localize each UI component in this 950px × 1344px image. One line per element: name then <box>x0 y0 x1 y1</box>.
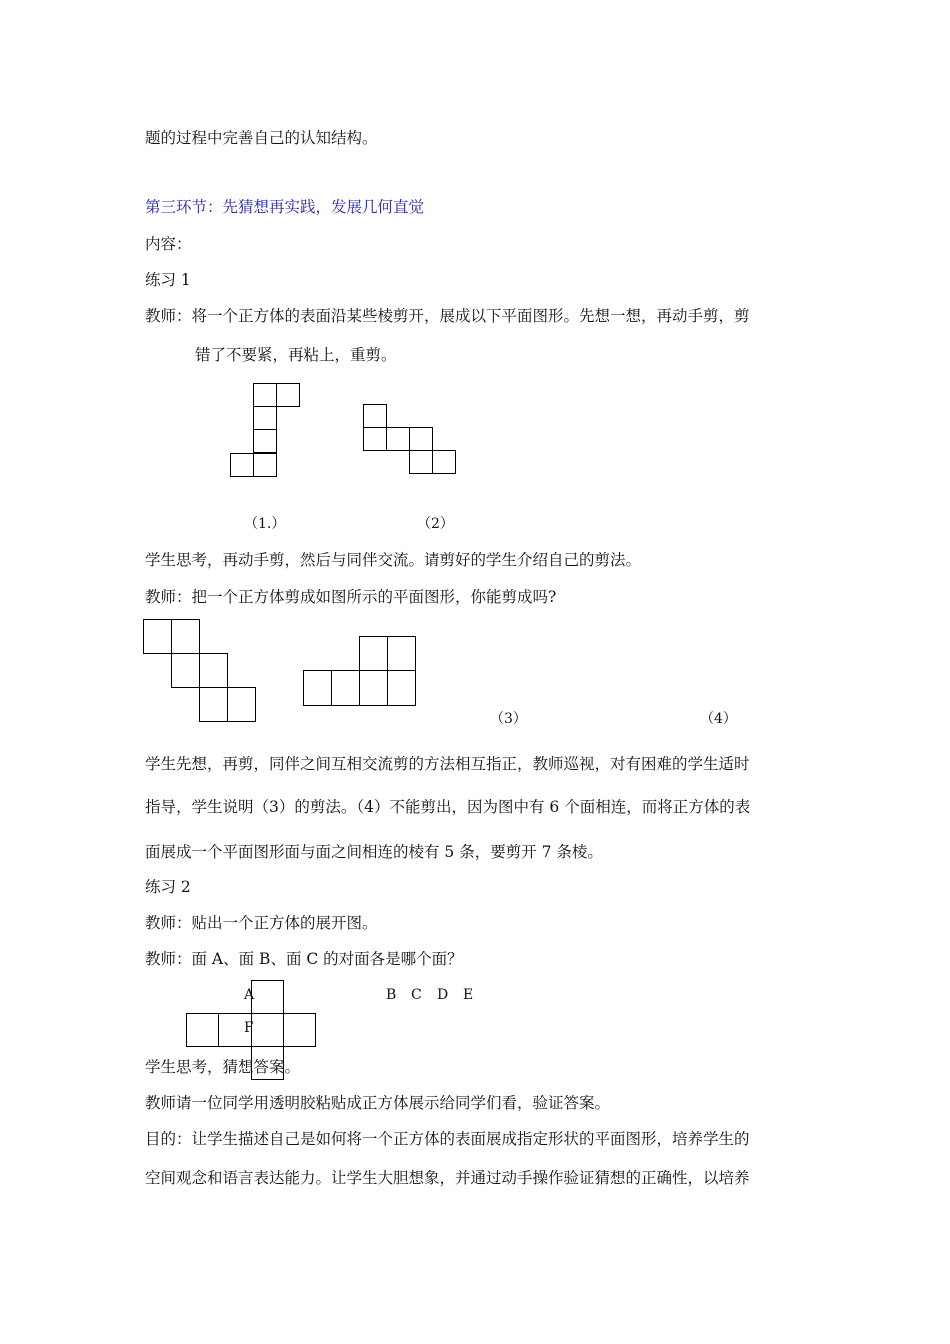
net-letter-f: F <box>244 1020 254 1036</box>
net2-square <box>363 404 387 428</box>
net4-square <box>331 670 360 706</box>
net2-square <box>363 427 387 451</box>
student-response-2-cont: 指导，学生说明（3）的剪法。（4）不能剪出，因为图中有 6 个面相连，而将正方体的表 <box>145 798 751 816</box>
student-response-2-end: 面展成一个平面图形面与面之间相连的棱有 5 条，要剪开 7 条棱。 <box>145 843 603 861</box>
net4-square <box>359 670 388 706</box>
net3-square <box>171 619 200 654</box>
net1-square <box>253 406 277 430</box>
net1-square <box>253 383 277 407</box>
net4-square <box>387 670 416 706</box>
net3-square <box>143 619 172 654</box>
net4-square <box>387 636 416 671</box>
net4-square <box>359 636 388 671</box>
net2-square <box>409 427 433 451</box>
net1-square <box>253 429 277 453</box>
figure-label-4: （4） <box>700 711 737 727</box>
net4-square <box>303 670 332 706</box>
net-letter-d: D <box>437 987 449 1003</box>
net3-square <box>227 687 256 722</box>
net-letter-e: E <box>463 987 474 1003</box>
teacher-statement-3: 教师：贴出一个正方体的展开图。 <box>145 914 378 932</box>
net-letter-c: C <box>411 987 422 1003</box>
net1-square <box>253 453 277 477</box>
net1-square <box>230 453 254 477</box>
content-label: 内容： <box>145 235 192 253</box>
net3-square <box>199 687 228 722</box>
teacher-question-2: 教师：把一个正方体剪成如图所示的平面图形，你能剪成吗? <box>145 588 557 606</box>
figure-label-3: （3） <box>490 711 527 727</box>
section-title: 第三环节：先猜想再实践，发展几何直觉 <box>145 198 425 216</box>
teacher-question-4: 教师：面 A、面 B、面 C 的对面各是哪个面？ <box>145 950 463 968</box>
goal-paragraph-cont: 空间观念和语言表达能力。让学生大胆想象，并通过动手操作验证猜想的正确性，以培养 <box>145 1169 750 1187</box>
exercise-1-label: 练习 1 <box>145 271 191 289</box>
paragraph-intro-end: 题的过程中完善自己的认知结构。 <box>145 129 378 147</box>
net-letter-a: A <box>244 987 255 1003</box>
figure-label-2: （2） <box>417 516 454 532</box>
net3-square <box>199 653 228 688</box>
net2-square <box>432 450 456 474</box>
net5-square <box>251 980 284 1014</box>
figure-label-1: （1.） <box>244 516 286 532</box>
net2-square <box>386 427 410 451</box>
student-response-2: 学生先想，再剪，同伴之间互相交流剪的方法相互指正，教师巡视，对有困难的学生适时 <box>145 755 750 773</box>
net5-square <box>186 1013 219 1047</box>
net5-square <box>251 1013 284 1047</box>
teacher-instruction-1-cont: 错了不要紧，再粘上，重剪。 <box>195 346 397 364</box>
student-response-3: 学生思考，猜想答案。 <box>145 1058 301 1076</box>
goal-paragraph: 目的：让学生描述自己是如何将一个正方体的表面展成指定形状的平面图形，培养学生的 <box>145 1130 750 1148</box>
net5-square <box>283 1013 316 1047</box>
net-letter-b: B <box>386 987 397 1003</box>
net2-square <box>409 450 433 474</box>
teacher-statement-5: 教师请一位同学用透明胶粘贴成正方体展示给同学们看，验证答案。 <box>145 1094 611 1112</box>
exercise-2-label: 练习 2 <box>145 878 191 896</box>
net1-square <box>276 383 300 407</box>
teacher-instruction-1: 教师：将一个正方体的表面沿某些棱剪开，展成以下平面图形。先想一想，再动手剪，剪 <box>145 307 750 325</box>
student-response-1: 学生思考，再动手剪，然后与同伴交流。请剪好的学生介绍自己的剪法。 <box>145 551 642 569</box>
net3-square <box>171 653 200 688</box>
